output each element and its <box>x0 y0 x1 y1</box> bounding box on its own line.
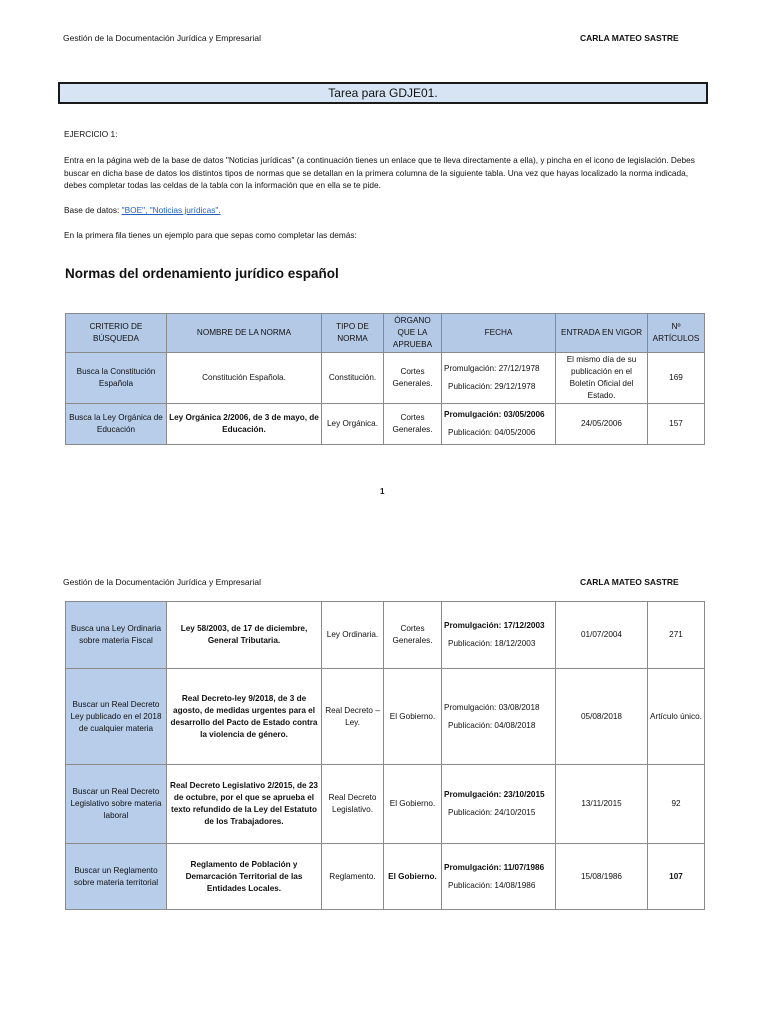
cell-fecha <box>442 669 556 765</box>
table-row <box>66 404 705 445</box>
header-left: Gestión de la Documentación Jurídica y Empresarial <box>63 33 261 43</box>
column-header: ÓRGANO QUE LA APRUEBA <box>384 314 442 353</box>
table-row <box>66 353 705 404</box>
cell-criterio: Busca la Constitución Española <box>66 353 167 404</box>
cell-articulos: 157 <box>648 404 705 445</box>
column-header: NOMBRE DE LA NORMA <box>167 314 322 353</box>
database-label: Base de datos: <box>64 205 122 215</box>
column-header: TIPO DE NORMA <box>322 314 384 353</box>
cell-organo: El Gobierno. <box>384 669 442 765</box>
cell-vigor: 01/07/2004 <box>556 602 648 669</box>
publicacion: Publicación: 14/08/1986 <box>448 880 536 890</box>
promulgacion: Promulgación: 23/10/2015 <box>444 790 545 799</box>
document-title: Tarea para GDJE01. <box>58 82 708 104</box>
cell-tipo: Real Decreto – Ley. <box>322 669 384 765</box>
cell-nombre: Real Decreto Legislativo 2/2015, de 23 de octubre, por el que se aprueba el texto refundido de la Ley del Estatuto de los Trabajadores. <box>167 765 322 844</box>
cell-vigor: El mismo día de su publicación en el Boletín Oficial del Estado. <box>556 353 648 404</box>
table-row <box>66 844 705 910</box>
cell-nombre: Constitución Española. <box>167 353 322 404</box>
cell-tipo: Reglamento. <box>322 844 384 910</box>
cell-articulos: 107 <box>648 844 705 910</box>
publicacion: Publicación: 04/08/2018 <box>448 720 536 730</box>
cell-tipo: Constitución. <box>322 353 384 404</box>
page-number: 1 <box>380 487 385 496</box>
column-header: Nº ARTÍCULOS <box>648 314 705 353</box>
cell-organo: El Gobierno. <box>384 765 442 844</box>
table-row <box>66 669 705 765</box>
publicacion: Publicación: 18/12/2003 <box>448 639 536 648</box>
cell-vigor: 13/11/2015 <box>556 765 648 844</box>
cell-criterio: Buscar un Real Decreto Legislativo sobre materia laboral <box>66 765 167 844</box>
cell-organo: Cortes Generales. <box>384 602 442 669</box>
cell-fecha <box>442 404 556 445</box>
database-link[interactable]: "BOE", "Noticias jurídicas". <box>121 205 221 215</box>
norms-table-page1 <box>65 313 705 445</box>
header-left: Gestión de la Documentación Jurídica y Empresarial <box>63 577 261 587</box>
cell-organo: Cortes Generales. <box>384 404 442 445</box>
table-row <box>66 765 705 844</box>
promulgacion: Promulgación: 03/08/2018 <box>444 702 540 712</box>
cell-nombre: Real Decreto-ley 9/2018, de 3 de agosto, de medidas urgentes para el desarrollo del Pacto de Estado contra la violencia de género. <box>167 669 322 765</box>
promulgacion: Promulgación: 03/05/2006 <box>444 410 545 419</box>
promulgacion: Promulgación: 11/07/1986 <box>444 862 545 872</box>
cell-tipo: Ley Orgánica. <box>322 404 384 445</box>
column-header: FECHA <box>442 314 556 353</box>
cell-fecha <box>442 765 556 844</box>
norms-table-page2 <box>65 601 705 910</box>
cell-criterio: Buscar un Real Decreto Ley publicado en el 2018 de cualquier materia <box>66 669 167 765</box>
column-header: ENTRADA EN VIGOR <box>556 314 648 353</box>
cell-nombre: Ley 58/2003, de 17 de diciembre, General Tributaria. <box>167 602 322 669</box>
cell-criterio: Buscar un Reglamento sobre materia territorial <box>66 844 167 910</box>
publicacion: Publicación: 29/12/1978 <box>448 382 536 391</box>
exercise-label: EJERCICIO 1: <box>64 129 118 139</box>
cell-articulos: 271 <box>648 602 705 669</box>
publicacion: Publicación: 24/10/2015 <box>448 808 536 817</box>
header-right: CARLA MATEO SASTRE <box>580 577 679 587</box>
exercise-instructions: Entra en la página web de la base de datos "Noticias jurídicas" (a continuación tienes un enlace que te lleva directamente a ella), y pincha en el icono de legislación. Debes buscar en dicha base de datos los distintos tipos de normas que se detallan en la primera columna de la siguiente tabla. Una vez que hayas localizado la norma indicada, debes completar todas las celdas de la tabla con la información que en ella se te pide. <box>64 155 695 190</box>
cell-nombre: Ley Orgánica 2/2006, de 3 de mayo, de Educación. <box>167 404 322 445</box>
cell-criterio: Busca la Ley Orgánica de Educación <box>66 404 167 445</box>
cell-fecha <box>442 844 556 910</box>
cell-vigor: 15/08/1986 <box>556 844 648 910</box>
cell-vigor: 24/05/2006 <box>556 404 648 445</box>
cell-articulos: 92 <box>648 765 705 844</box>
cell-fecha <box>442 353 556 404</box>
promulgacion: Promulgación: 17/12/2003 <box>444 621 545 630</box>
cell-vigor: 05/08/2018 <box>556 669 648 765</box>
table-row <box>66 602 705 669</box>
cell-organo: Cortes Generales. <box>384 353 442 404</box>
cell-tipo: Real Decreto Legislativo. <box>322 765 384 844</box>
cell-nombre: Reglamento de Población y Demarcación Territorial de las Entidades Locales. <box>167 844 322 910</box>
section-title: Normas del ordenamiento jurídico español <box>65 266 339 281</box>
database-line <box>64 204 704 217</box>
cell-tipo: Ley Ordinaria. <box>322 602 384 669</box>
cell-articulos: 169 <box>648 353 705 404</box>
cell-fecha <box>442 602 556 669</box>
promulgacion: Promulgación: 27/12/1978 <box>444 364 540 373</box>
column-header: CRITERIO DE BÚSQUEDA <box>66 314 167 353</box>
publicacion: Publicación: 04/05/2006 <box>448 428 536 437</box>
header-right: CARLA MATEO SASTRE <box>580 33 679 43</box>
cell-organo: El Gobierno. <box>384 844 442 910</box>
table-header-row <box>66 314 705 353</box>
cell-articulos: Artículo único. <box>648 669 705 765</box>
example-note: En la primera fila tienes un ejemplo para que sepas como completar las demás: <box>64 230 357 240</box>
cell-criterio: Busca una Ley Ordinaria sobre materia Fiscal <box>66 602 167 669</box>
